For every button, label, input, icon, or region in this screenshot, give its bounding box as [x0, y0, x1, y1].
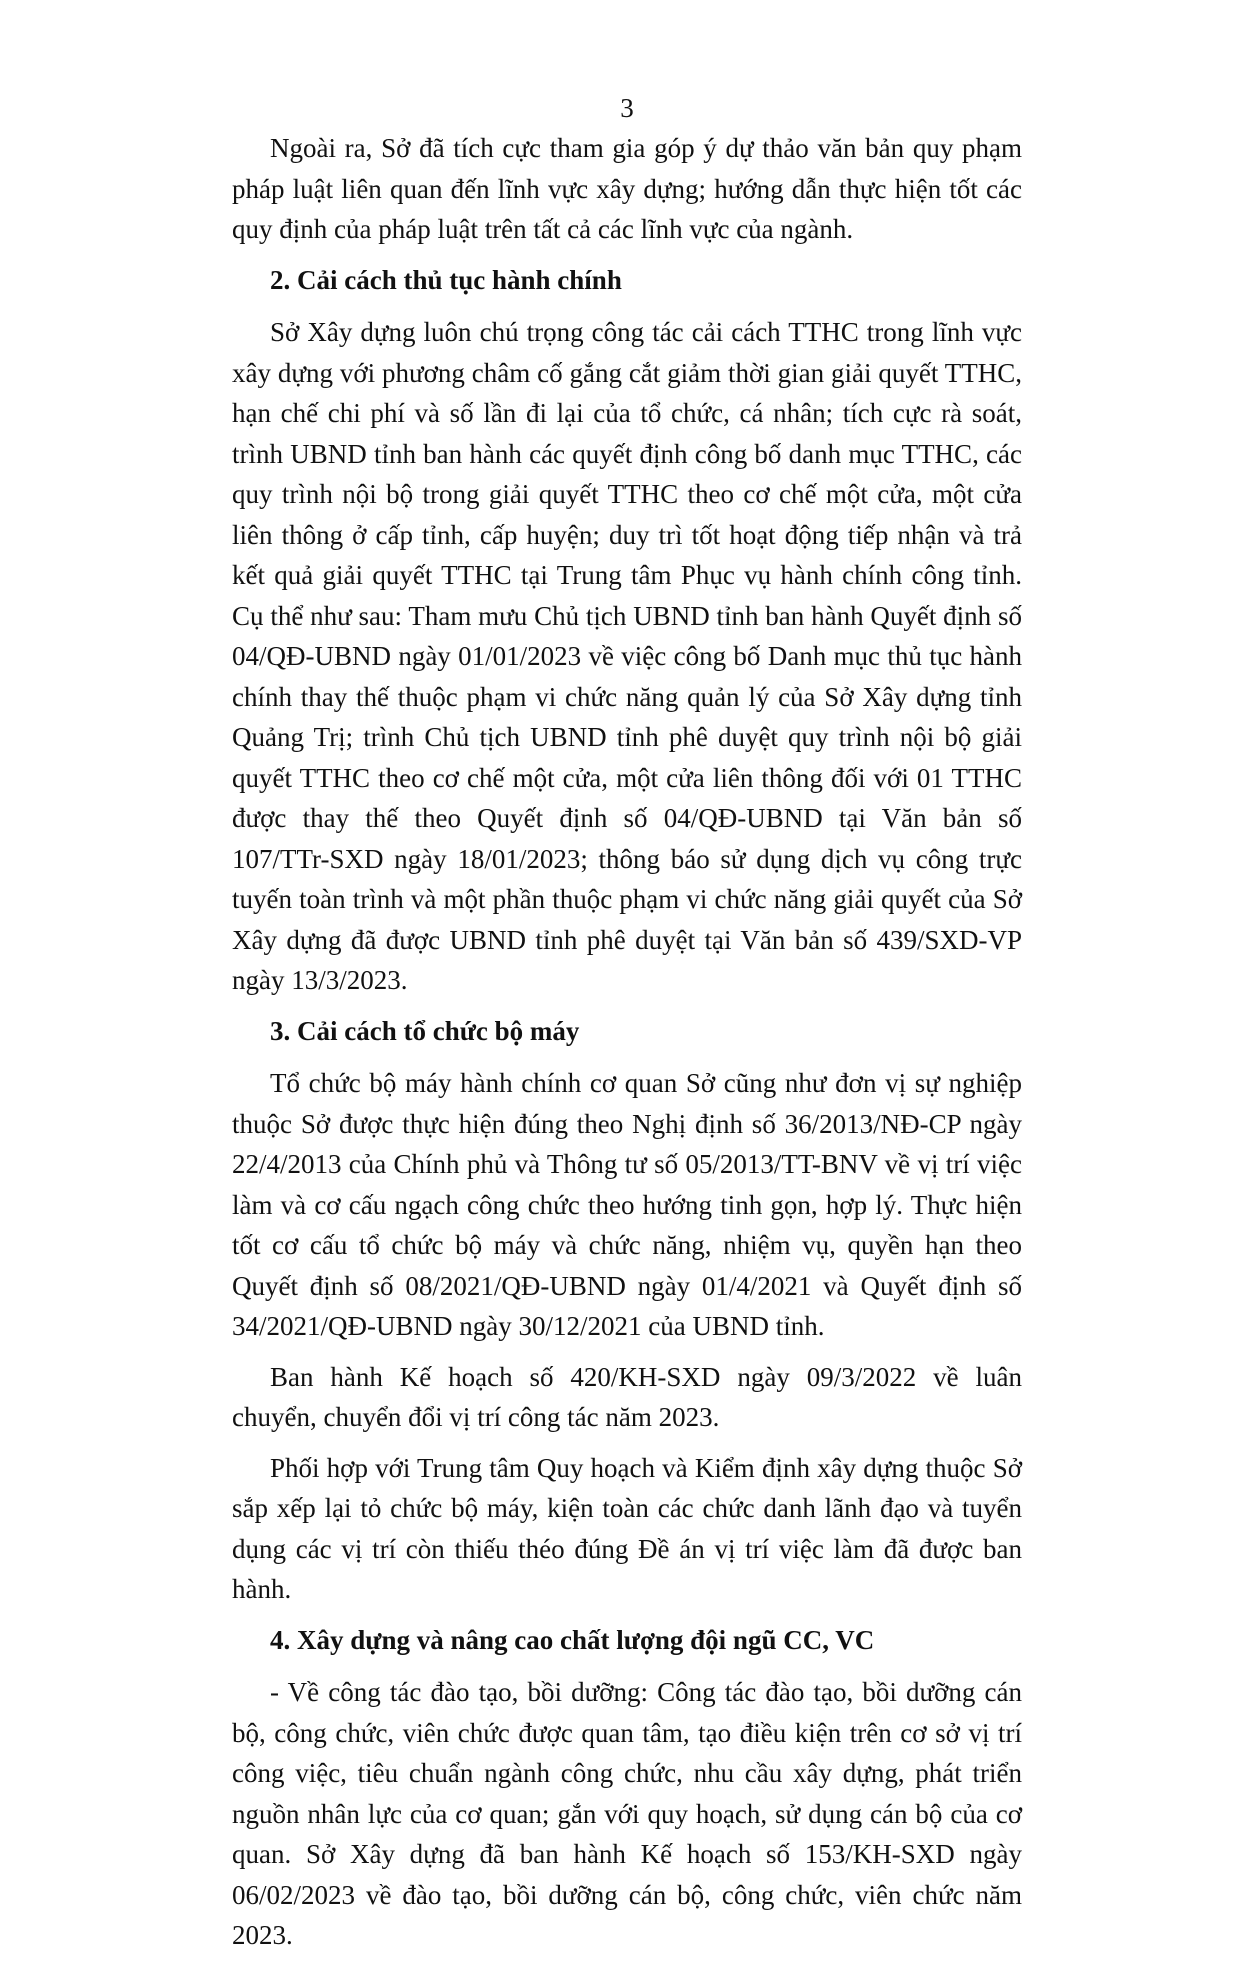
page-number: 3 — [620, 93, 634, 123]
paragraph: - Về công tác đào tạo, bồi dưỡng: Công tác đào tạo, bồi dưỡng cán bộ, công chức, viên chức được quan tâm, tạo điều kiện trên cơ sở vị trí công việc, tiêu chuẩn ngành công chức, nhu cầu xây dựng, phát triển nguồn nhân lực của cơ quan; gắn với quy hoạch, sử dụng cán bộ của cơ quan. Sở Xây dựng đã ban hành Kế hoạch số 153/KH-SXD ngày 06/02/2023 về đào tạo, bồi dưỡng cán bộ, công chức, viên chức năm 2023. — [232, 1677, 1022, 1950]
section-heading: 2. Cải cách thủ tục hành chính — [270, 264, 622, 295]
section-heading: 4. Xây dựng và nâng cao chất lượng đội ngũ CC, VC — [270, 1624, 875, 1655]
document-body — [232, 128, 1022, 1966]
paragraph: Tổ chức bộ máy hành chính cơ quan Sở cũng như đơn vị sự nghiệp thuộc Sở được thực hiện đúng theo Nghị định số 36/2013/NĐ-CP ngày 22/4/2013 của Chính phủ và Thông tư số 05/2013/TT-BNV về vị trí việc làm và cơ cấu ngạch công chức theo hướng tinh gọn, hợp lý. Thực hiện tốt cơ cấu tổ chức bộ máy và chức năng, nhiệm vụ, quyền hạn theo Quyết định số 08/2021/QĐ-UBND ngày 01/4/2021 và Quyết định số 34/2021/QĐ-UBND ngày 30/12/2021 của UBND tỉnh. — [232, 1068, 1022, 1341]
section-heading: 3. Cải cách tổ chức bộ máy — [270, 1015, 580, 1046]
paragraph: Sở Xây dựng luôn chú trọng công tác cải cách TTHC trong lĩnh vực xây dựng với phương châm cố gắng cắt giảm thời gian giải quyết TTHC, hạn chế chi phí và số lần đi lại của tổ chức, cá nhân; tích cực rà soát, trình UBND tỉnh ban hành các quyết định công bố danh mục TTHC, các quy trình nội bộ trong giải quyết TTHC theo cơ chế một cửa, một cửa liên thông ở cấp tỉnh, cấp huyện; duy trì tốt hoạt động tiếp nhận và trả kết quả giải quyết TTHC tại Trung tâm Phục vụ hành chính công tỉnh. Cụ thể như sau: Tham mưu Chủ tịch UBND tỉnh ban hành Quyết định số 04/QĐ-UBND ngày 01/01/2023 về việc công bố Danh mục thủ tục hành chính thay thế thuộc phạm vi chức năng quản lý của Sở Xây dựng tỉnh Quảng Trị; trình Chủ tịch UBND tỉnh phê duyệt quy trình nội bộ giải quyết TTHC theo cơ chế một cửa, một cửa liên thông đối với 01 TTHC được thay thế theo Quyết định số 04/QĐ-UBND tại Văn bản số 107/TTr-SXD ngày 18/01/2023; thông báo sử dụng dịch vụ công trực tuyến toàn trình và một phần thuộc phạm vi chức năng giải quyết của Sở Xây dựng đã được UBND tỉnh phê duyệt tại Văn bản số 439/SXD-VP ngày 13/3/2023. — [232, 317, 1022, 995]
paragraph: Ban hành Kế hoạch số 420/KH-SXD ngày 09/3/2022 về luân chuyển, chuyển đổi vị trí công tác năm 2023. — [232, 1361, 1022, 1432]
paragraph: Phối hợp với Trung tâm Quy hoạch và Kiểm định xây dựng thuộc Sở sắp xếp lại tỏ chức bộ máy, kiện toàn các chức danh lãnh đạo và tuyển dụng các vị trí còn thiếu théo đúng Đề án vị trí việc làm đã được ban hành. — [232, 1452, 1022, 1604]
paragraph: Ngoài ra, Sở đã tích cực tham gia góp ý dự thảo văn bản quy phạm pháp luật liên quan đến lĩnh vực xây dựng; hướng dẫn thực hiện tốt các quy định của pháp luật trên tất cả các lĩnh vực của ngành. — [232, 133, 1022, 244]
